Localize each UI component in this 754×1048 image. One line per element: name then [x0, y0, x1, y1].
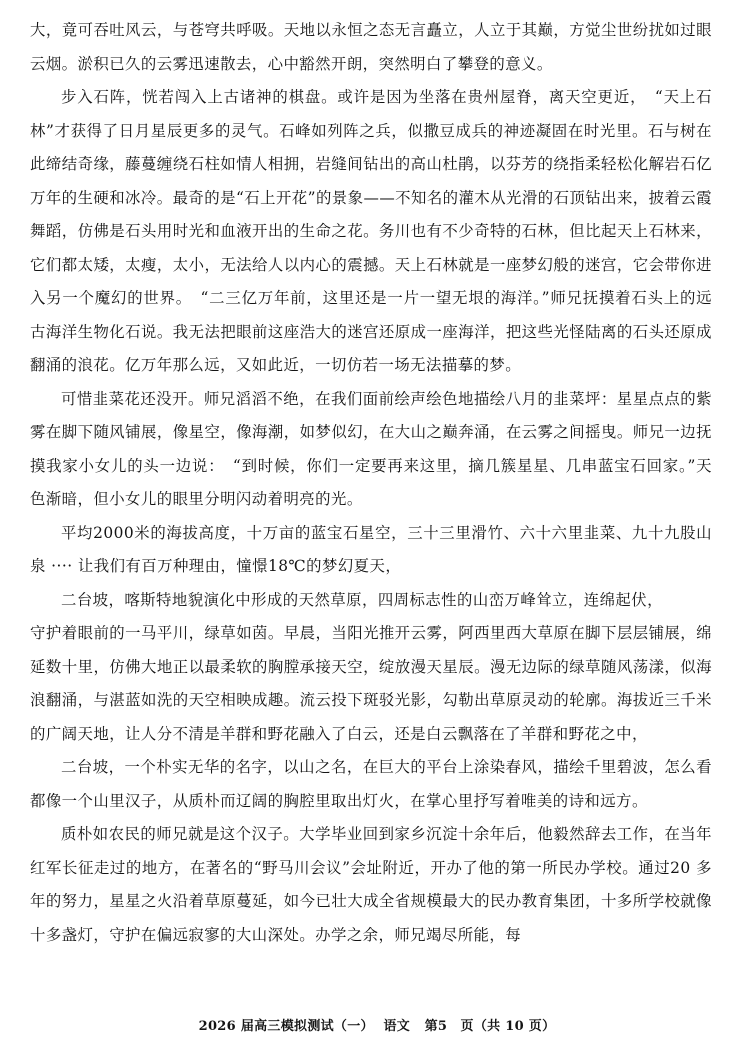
footer-exam-title: 2026 届高三模拟测试（一）: [198, 1019, 374, 1034]
paragraph-continuation: 大，竟可吞吐风云，与苍穹共呼吸。天地以永恒之态无言矗立，人立于其巅，方觉尘世纷扰如过眼云烟。淤积已久的云雾迅速散去，心中豁然开朗，突然明白了攀登的意义。: [30, 21, 712, 73]
paragraph-ertaipo-name: 二台坡，一个朴实无华的名字，以山之名，在巨大的平台上涂染春风，描绘千里碧波，怎么看都像一个山里汉子，从质朴而辽阔的胸腔里取出灯火，在掌心里抒写着唯美的诗和远方。: [30, 758, 712, 810]
paragraph-altitude: 平均2000米的海拔高度，十万亩的蓝宝石星空，三十三里滑竹、六十六里韭菜、九十九股山泉 ···· 让我们有百万种理由，憧憬18℃的梦幻夏天，: [30, 523, 712, 575]
footer-page-number: 第5 页（共 10 页）: [424, 1019, 556, 1034]
paragraph-grassland: 守护着眼前的一马平川，绿草如茵。早晨，当阳光推开云雾，阿西里西大草原在脚下层层铺展，绵延数十里，仿佛大地正以最柔软的胸膛承接天空，绽放漫天星辰。漫无边际的绿草随风荡漾，似海浪翻涌，与湛蓝如洗的天空相映成趣。流云投下斑驳光影，勾勒出草原灵动的轮廓。海拔近三千米的广阔天地，让人分不清是羊群和野花融入了白云，还是白云飘落在了羊群和野花之中，: [30, 624, 712, 743]
paragraph-chive-flowers: 可惜韭菜花还没开。师兄滔滔不绝，在我们面前绘声绘色地描绘八月的韭菜坪：星星点点的紫雾在脚下随风铺展，像星空，像海潮，如梦似幻，在大山之巅奔涌，在云雾之间摇曳。师兄一边抚摸我家小女儿的头一边说： “到时候，你们一定要再来这里，摘几簇星星、几串蓝宝石回家。”天色渐暗，但小女儿的眼里分明闪动着明亮的光。: [30, 389, 712, 508]
paragraph-senior-brother: 质朴如农民的师兄就是这个汉子。大学毕业回到家乡沉淀十余年后，他毅然辞去工作，在当年红军长征走过的地方，在著名的“野马川会议”会址附近，开办了他的第一所民办学校。通过20 多年的努力，星星之火沿着草原蔓延，如今已壮大成全省规模最大的民办教育集团，十多所学校就像十多盏灯，守护在偏远寂寥的大山深处。办学之余，师兄竭尽所能，每: [30, 825, 712, 944]
page-footer: [0, 1015, 754, 1034]
paragraph-ertaipo-intro: 二台坡，喀斯特地貌演化中形成的天然草原，四周标志性的山峦万峰耸立，连绵起伏，: [61, 590, 663, 609]
paragraph-stone-forest: 步入石阵，恍若闯入上古诸神的棋盘。或许是因为坐落在贵州屋脊，离天空更近， “天上石林”才获得了日月星辰更多的灵气。石峰如列阵之兵，似撒豆成兵的神迹凝固在时光里。石与树在此缔结奇缘，藤蔓缠绕石柱如情人相拥，岩缝间钻出的高山杜鹃，以芬芳的绕指柔轻松化解岩石亿万年的生硬和冰冷。最奇的是“石上开花”的景象——不知名的灌木从光滑的石顶钻出来，披着云霞舞蹈，仿佛是石头用时光和血液开出的生命之花。务川也有不少奇特的石林，但比起天上石林来，它们都太矮，太瘦，太小，无法给人以内心的震撼。天上石林就是一座梦幻般的迷宫，它会带你进入另一个魔幻的世界。 “二三亿万年前，这里还是一片一望无垠的海洋。”师兄抚摸着石头上的远古海洋生物化石说。我无法把眼前这座浩大的迷宫还原成一座海洋，把这些光怪陆离的石头还原成翻涌的浪花。亿万年那么远，又如此近，一切仿若一场无法描摹的梦。: [30, 88, 712, 374]
document-body: [30, 14, 712, 952]
footer-subject: 语文: [383, 1019, 411, 1034]
